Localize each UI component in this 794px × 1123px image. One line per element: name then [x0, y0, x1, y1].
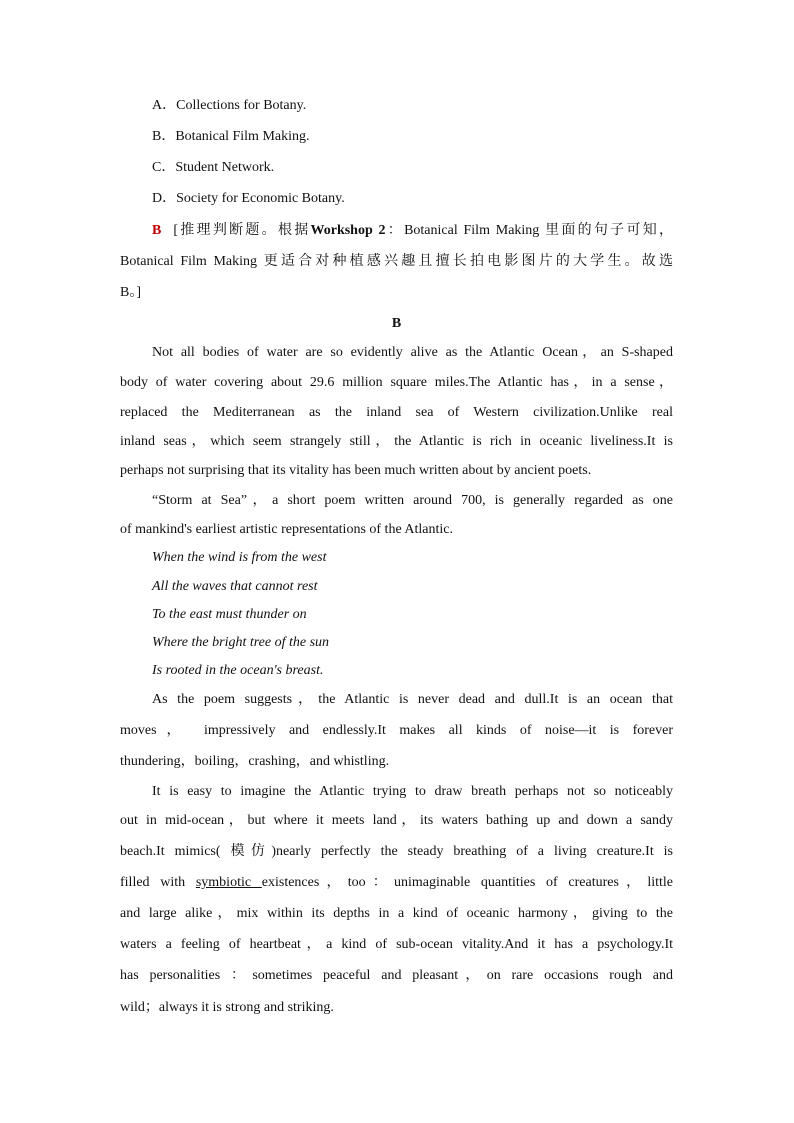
para4-line: It is easy to imagine the Atlantic trying to draw breath perhaps not so noticeably	[152, 784, 673, 799]
answer-explanation-line2: Botanical Film Making 更适合对种植感兴趣且擅长拍电影图片的大学生。故选	[120, 254, 673, 269]
para3-line: moves， impressively and endlessly.It makes all kinds of noise—it is forever	[120, 723, 673, 738]
section-heading: B	[391, 316, 402, 331]
para4-text: existences，too：unimaginable quantities of creatures，little	[261, 875, 673, 890]
para4-line: waters a feeling of heartbeat，a kind of sub-ocean vitality.And it has a psychology.It	[120, 937, 673, 952]
option-a: A．Collections for Botany.	[152, 98, 307, 113]
para1-line: inland seas，which seem strangely still，the Atlantic is rich in oceanic liveliness.It is	[120, 434, 673, 449]
para4-line: beach.It mimics( 模仿)nearly perfectly the steady breathing of a living creature.It is	[120, 844, 673, 859]
answer-letter: B	[152, 223, 162, 238]
para1-line: body of water covering about 29.6 million square miles.The Atlantic has，in a sense，	[120, 375, 673, 390]
poem-line: Is rooted in the ocean's breast.	[152, 663, 324, 678]
poem-line: When the wind is from the west	[152, 550, 327, 565]
option-b: B．Botanical Film Making.	[152, 129, 310, 144]
para3-line: thundering，boiling，crashing，and whistling.	[120, 754, 390, 769]
para1-line: replaced the Mediterranean as the inland sea of Western civilization.Unlike real	[120, 405, 673, 420]
para2-line: of mankind's earliest artistic representations of the Atlantic.	[120, 522, 453, 537]
answer-explanation-line3: B。]	[120, 285, 141, 300]
answer-text-c: ：Botanical Film Making 里面的句子可知，	[385, 223, 674, 238]
option-c: C．Student Network.	[152, 160, 275, 175]
para3-line: As the poem suggests，the Atlantic is never dead and dull.It is an ocean that	[152, 692, 673, 707]
para4-text: filled with	[120, 875, 196, 890]
option-d: D．Society for Economic Botany.	[152, 191, 345, 206]
para2-line: “Storm at Sea”，a short poem written around 700, is generally regarded as one	[152, 493, 673, 508]
para4-line: has personalities ：sometimes peaceful and pleasant，on rare occasions rough and	[120, 968, 673, 983]
answer-text-workshop: Workshop 2	[310, 223, 386, 238]
para4-line: wild；always it is strong and striking.	[120, 1000, 334, 1015]
poem-line: All the waves that cannot rest	[152, 579, 318, 594]
para4-line: and large alike，mix within its depths in a kind of oceanic harmony，giving to the	[120, 906, 673, 921]
para4-line	[120, 873, 673, 893]
poem-line: To the east must thunder on	[152, 607, 307, 622]
answer-explanation-line1	[120, 221, 673, 241]
para1-line: perhaps not surprising that its vitality has been much written about by ancient poets.	[120, 463, 592, 478]
para1-line: Not all bodies of water are so evidently alive as the Atlantic Ocean，an S-shaped	[152, 345, 673, 360]
underlined-word-symbiotic: symbiotic	[195, 875, 262, 890]
para4-line: out in mid-ocean，but where it meets land，its waters bathing up and down a sandy	[120, 813, 673, 828]
answer-text-a: [推理判断题。根据	[173, 223, 311, 238]
poem-line: Where the bright tree of the sun	[152, 635, 330, 650]
